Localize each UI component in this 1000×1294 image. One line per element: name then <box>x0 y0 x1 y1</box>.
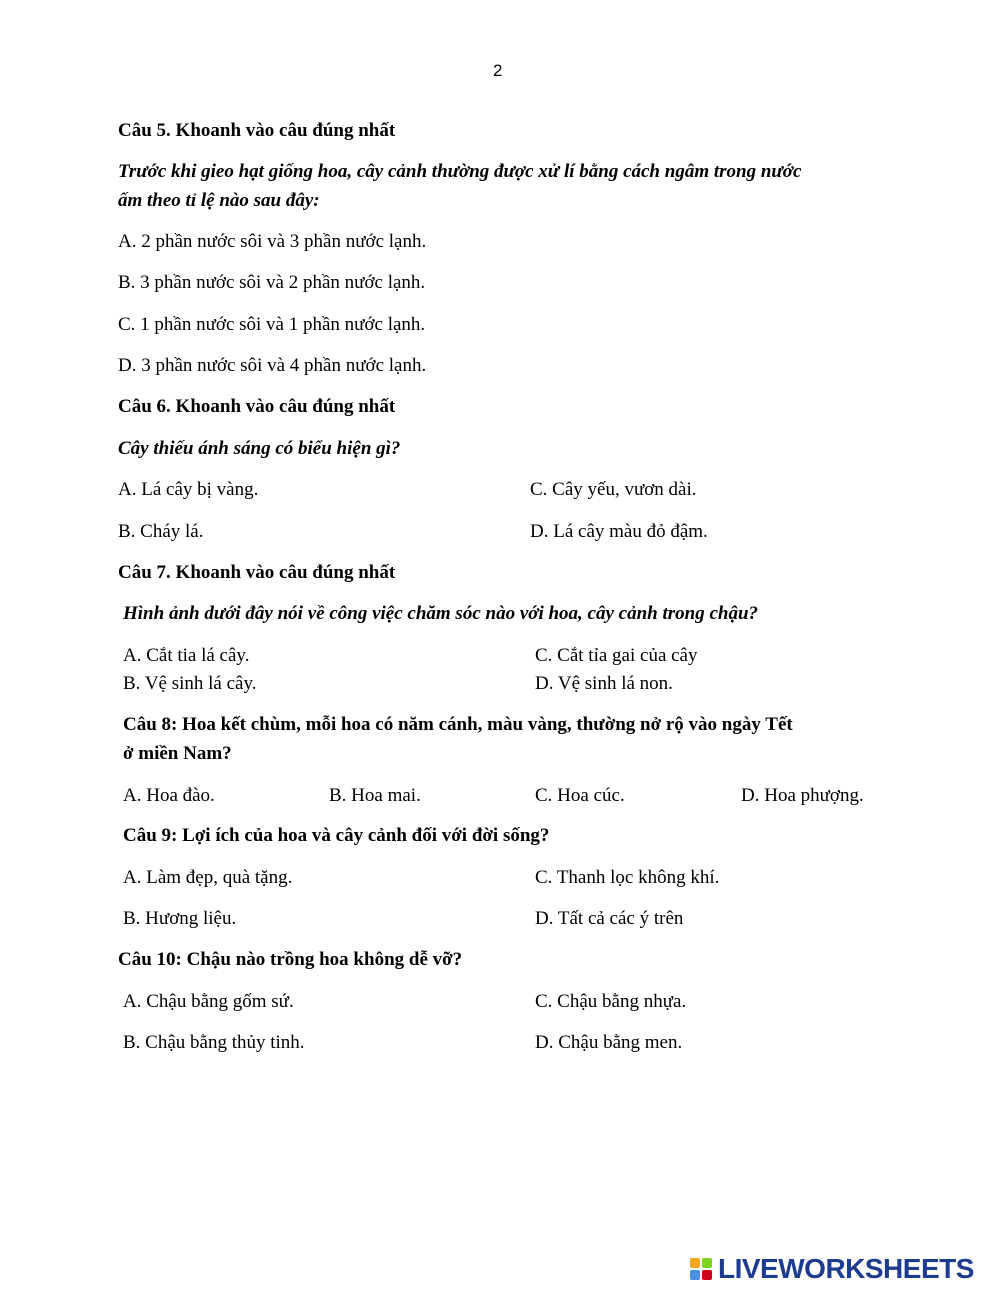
question-8-title-line1: Câu 8: Hoa kết chùm, mỗi hoa có năm cánh, màu vàng, thường nở rộ vào ngày Tết <box>123 714 793 735</box>
liveworksheets-logo-text: LIVEWORKSHEETS <box>718 1253 974 1284</box>
question-8-option-c[interactable]: C. Hoa cúc. <box>535 785 625 806</box>
question-10-option-b[interactable]: B. Chậu bằng thủy tinh. <box>123 1032 305 1053</box>
question-5-prompt-line1: Trước khi gieo hạt giống hoa, cây cảnh thường được xử lí bằng cách ngâm trong nước <box>118 161 802 182</box>
question-6-option-c[interactable]: C. Cây yếu, vươn dài. <box>530 479 697 500</box>
liveworksheets-logo-icon <box>690 1258 712 1280</box>
question-8-option-d[interactable]: D. Hoa phượng. <box>741 785 864 806</box>
question-9-option-d[interactable]: D. Tất cả các ý trên <box>535 908 684 929</box>
liveworksheets-logo <box>690 1254 974 1284</box>
question-5-option-d[interactable]: D. 3 phần nước sôi và 4 phần nước lạnh. <box>118 355 427 376</box>
page-number: 2 <box>493 61 503 80</box>
question-10-title: Câu 10: Chậu nào trồng hoa không dễ vỡ? <box>118 949 463 970</box>
question-7-title: Câu 7. Khoanh vào câu đúng nhất <box>118 562 396 583</box>
question-6-option-a[interactable]: A. Lá cây bị vàng. <box>118 479 259 500</box>
question-7-option-c[interactable]: C. Cắt tỉa gai của cây <box>535 645 698 666</box>
question-6-option-b[interactable]: B. Cháy lá. <box>118 521 204 542</box>
question-5-option-c[interactable]: C. 1 phần nước sôi và 1 phần nước lạnh. <box>118 314 426 335</box>
question-7-option-d[interactable]: D. Vệ sinh lá non. <box>535 673 673 694</box>
question-9-option-a[interactable]: A. Làm đẹp, quà tặng. <box>123 867 293 888</box>
question-5-prompt-line2: ấm theo tỉ lệ nào sau đây: <box>118 190 320 211</box>
question-7-option-b[interactable]: B. Vệ sinh lá cây. <box>123 673 257 694</box>
question-9-option-b[interactable]: B. Hương liệu. <box>123 908 237 929</box>
question-6-option-d[interactable]: D. Lá cây màu đỏ đậm. <box>530 521 708 542</box>
question-8-title-line2: ở miền Nam? <box>123 743 232 764</box>
question-7-option-a[interactable]: A. Cắt tia lá cây. <box>123 645 250 666</box>
question-10-option-c[interactable]: C. Chậu bằng nhựa. <box>535 991 687 1012</box>
question-8-option-a[interactable]: A. Hoa đào. <box>123 785 215 806</box>
question-6-prompt: Cây thiếu ánh sáng có biểu hiện gì? <box>118 438 401 459</box>
question-7-prompt: Hình ảnh dưới đây nói về công việc chăm sóc nào với hoa, cây cảnh trong chậu? <box>123 603 759 624</box>
question-5-option-b[interactable]: B. 3 phần nước sôi và 2 phần nước lạnh. <box>118 272 426 293</box>
question-9-option-c[interactable]: C. Thanh lọc không khí. <box>535 867 720 888</box>
question-8-option-b[interactable]: B. Hoa mai. <box>329 785 421 806</box>
question-10-option-a[interactable]: A. Chậu bằng gốm sứ. <box>123 991 294 1012</box>
question-6-title: Câu 6. Khoanh vào câu đúng nhất <box>118 396 396 417</box>
question-5-title: Câu 5. Khoanh vào câu đúng nhất <box>118 120 396 141</box>
question-10-option-d[interactable]: D. Chậu bằng men. <box>535 1032 683 1053</box>
question-5-option-a[interactable]: A. 2 phần nước sôi và 3 phần nước lạnh. <box>118 231 427 252</box>
question-9-title: Câu 9: Lợi ích của hoa và cây cảnh đối với đời sống? <box>123 825 550 846</box>
